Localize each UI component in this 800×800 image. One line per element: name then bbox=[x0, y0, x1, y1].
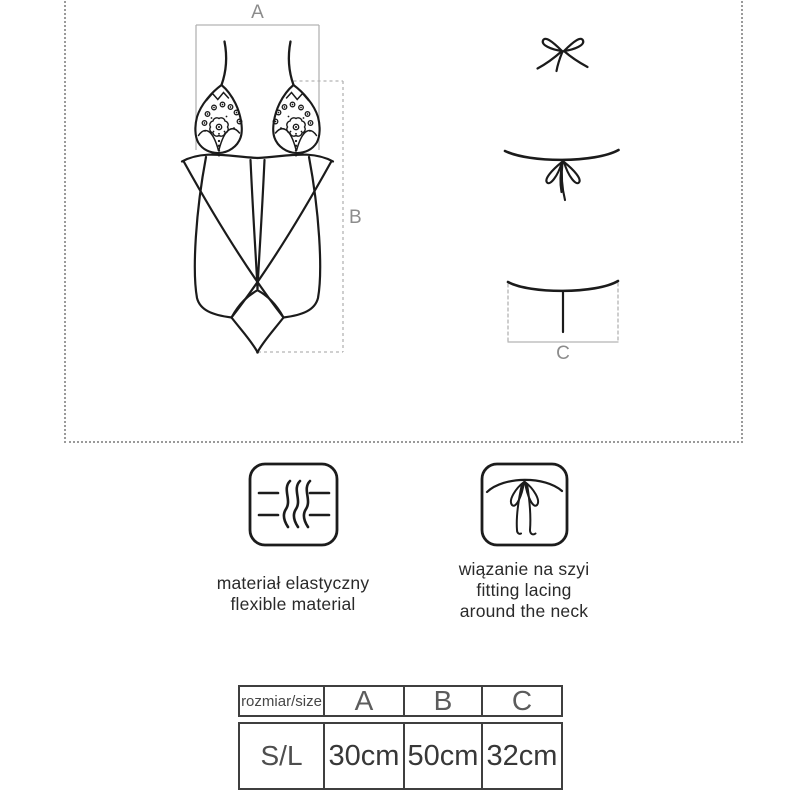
header-cell-size: rozmiar/size bbox=[240, 687, 325, 715]
bodysuit-drawing bbox=[182, 42, 333, 353]
neck-tie-detail bbox=[538, 39, 588, 71]
feature-neck-lacing bbox=[389, 462, 659, 622]
size-cell: S/L bbox=[240, 724, 325, 788]
size-table bbox=[238, 685, 563, 790]
back-tie-detail bbox=[505, 150, 619, 200]
header-cell-b: B bbox=[405, 687, 483, 715]
label-b: B bbox=[349, 207, 362, 228]
size-table-data-row bbox=[238, 722, 563, 790]
crotch-detail bbox=[508, 281, 618, 342]
value-cell-c: 32cm bbox=[486, 739, 558, 772]
label-c: C bbox=[556, 343, 570, 364]
feature-caption-line: flexible material bbox=[230, 594, 356, 614]
header-cell-a: A bbox=[325, 687, 405, 715]
label-a: A bbox=[251, 2, 264, 23]
value-cell-b: 50cm bbox=[405, 724, 483, 788]
feature-caption-line: materiał elastyczny bbox=[216, 573, 370, 593]
flexible-material-icon bbox=[248, 462, 339, 547]
neck-lacing-icon bbox=[480, 462, 569, 547]
feature-flexible-material bbox=[158, 462, 428, 615]
measure-a-box bbox=[196, 25, 319, 150]
value-cell-a: 30cm bbox=[325, 724, 405, 788]
feature-caption-line: around the neck bbox=[459, 601, 589, 621]
size-table-header-row bbox=[238, 685, 563, 717]
feature-caption-line: wiązanie na szyi bbox=[458, 559, 590, 579]
header-cell-c: C bbox=[511, 687, 533, 715]
feature-caption-line: fitting lacing bbox=[476, 580, 572, 600]
